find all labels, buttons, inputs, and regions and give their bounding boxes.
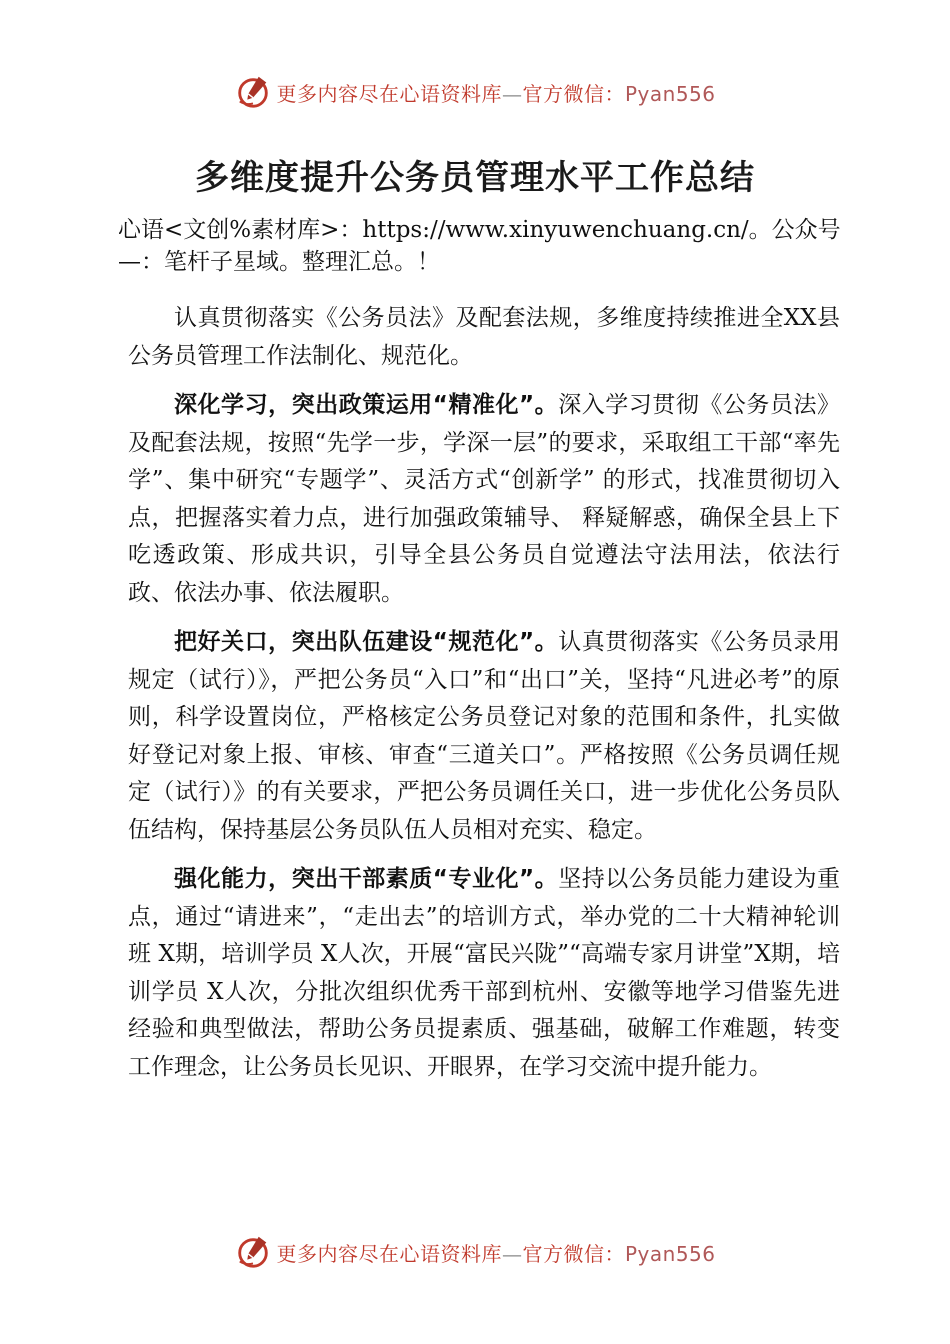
header-wechat-id: Pyan556 <box>624 81 716 106</box>
section-paragraph <box>128 624 840 849</box>
page-title: 多维度提升公务员管理水平工作总结 <box>195 158 755 198</box>
section-lead: 强化能力，突出干部素质“专业化”。 <box>174 866 559 892</box>
pen-nib-logo-icon <box>234 73 272 111</box>
footer-wechat-label: 官方微信： <box>522 1241 625 1266</box>
section-paragraph <box>128 861 840 1086</box>
header-banner-text <box>276 78 715 107</box>
section-lead: 深化学习，突出政策运用“精准化”。 <box>174 392 559 418</box>
header-banner <box>0 72 950 112</box>
footer-banner <box>0 1232 950 1272</box>
document-body <box>118 214 841 1098</box>
footer-wechat-id: Pyan556 <box>624 1241 716 1266</box>
footer-banner-text <box>276 1238 715 1267</box>
footer-dash: — <box>501 1241 523 1266</box>
intro-paragraph: 认真贯彻落实《公务员法》及配套法规，多维度持续推进全XX县公务员管理工作法制化、规范化。 <box>128 305 840 369</box>
section-paragraph <box>128 387 840 612</box>
section-body: 坚持以公务员能力建设为重点，通过“请进来”，“走出去”的培训方式，举办党的二十大精神轮训班 X期，培训学员 X人次，开展“富民兴陇”“高端专家月讲堂”X期，培训学员 X人次，分批次组织优秀干部到杭州、安徽等地学习借鉴先进经验和典型做法，帮助公务员提素质、强基础，破解工作难题，转变工作理念，让公务员长见识、开眼界，在学习交流中提升能力。 <box>128 866 841 1080</box>
header-promo-text: 更多内容尽在心语资料库 <box>276 81 502 106</box>
section-body: 认真贯彻落实《公务员录用规定（试行）》，严把公务员“入口”和“出口”关，坚持“凡进必考”的原则，科学设置岗位，严格核定公务员登记对象的范围和条件，扎实做好登记对象上报、审核、审查“三道关口”。严格按照《公务员调任规定（试行）》的有关要求，严把公务员调任关口，进一步优化公务员队伍结构，保持基层公务员队伍人员相对充实、稳定。 <box>128 629 841 843</box>
section-body: 深入学习贯彻《公务员法》及配套法规，按照“先学一步，学深一层”的要求，采取组工干部“率先学”、集中研究“专题学”、灵活方式“创新学” 的形式，找准贯彻切入点，把握落实着力点，进行加强政策辅导、 释疑解惑，确保全县上下吃透政策、形成共识，引导全县公务员自觉遵法守法用法，依法行政、依法办事、依法履职。 <box>128 392 841 606</box>
footer-promo-text: 更多内容尽在心语资料库 <box>276 1241 502 1266</box>
pen-nib-logo-icon <box>234 1233 272 1271</box>
source-line: 心语<文创%素材库>：https://www.xinyuwenchuang.cn/。公众号—：笔杆子星域。整理汇总。！ <box>118 217 841 275</box>
header-wechat-label: 官方微信： <box>522 81 625 106</box>
section-lead: 把好关口，突出队伍建设“规范化”。 <box>174 629 559 655</box>
header-dash: — <box>501 81 523 106</box>
